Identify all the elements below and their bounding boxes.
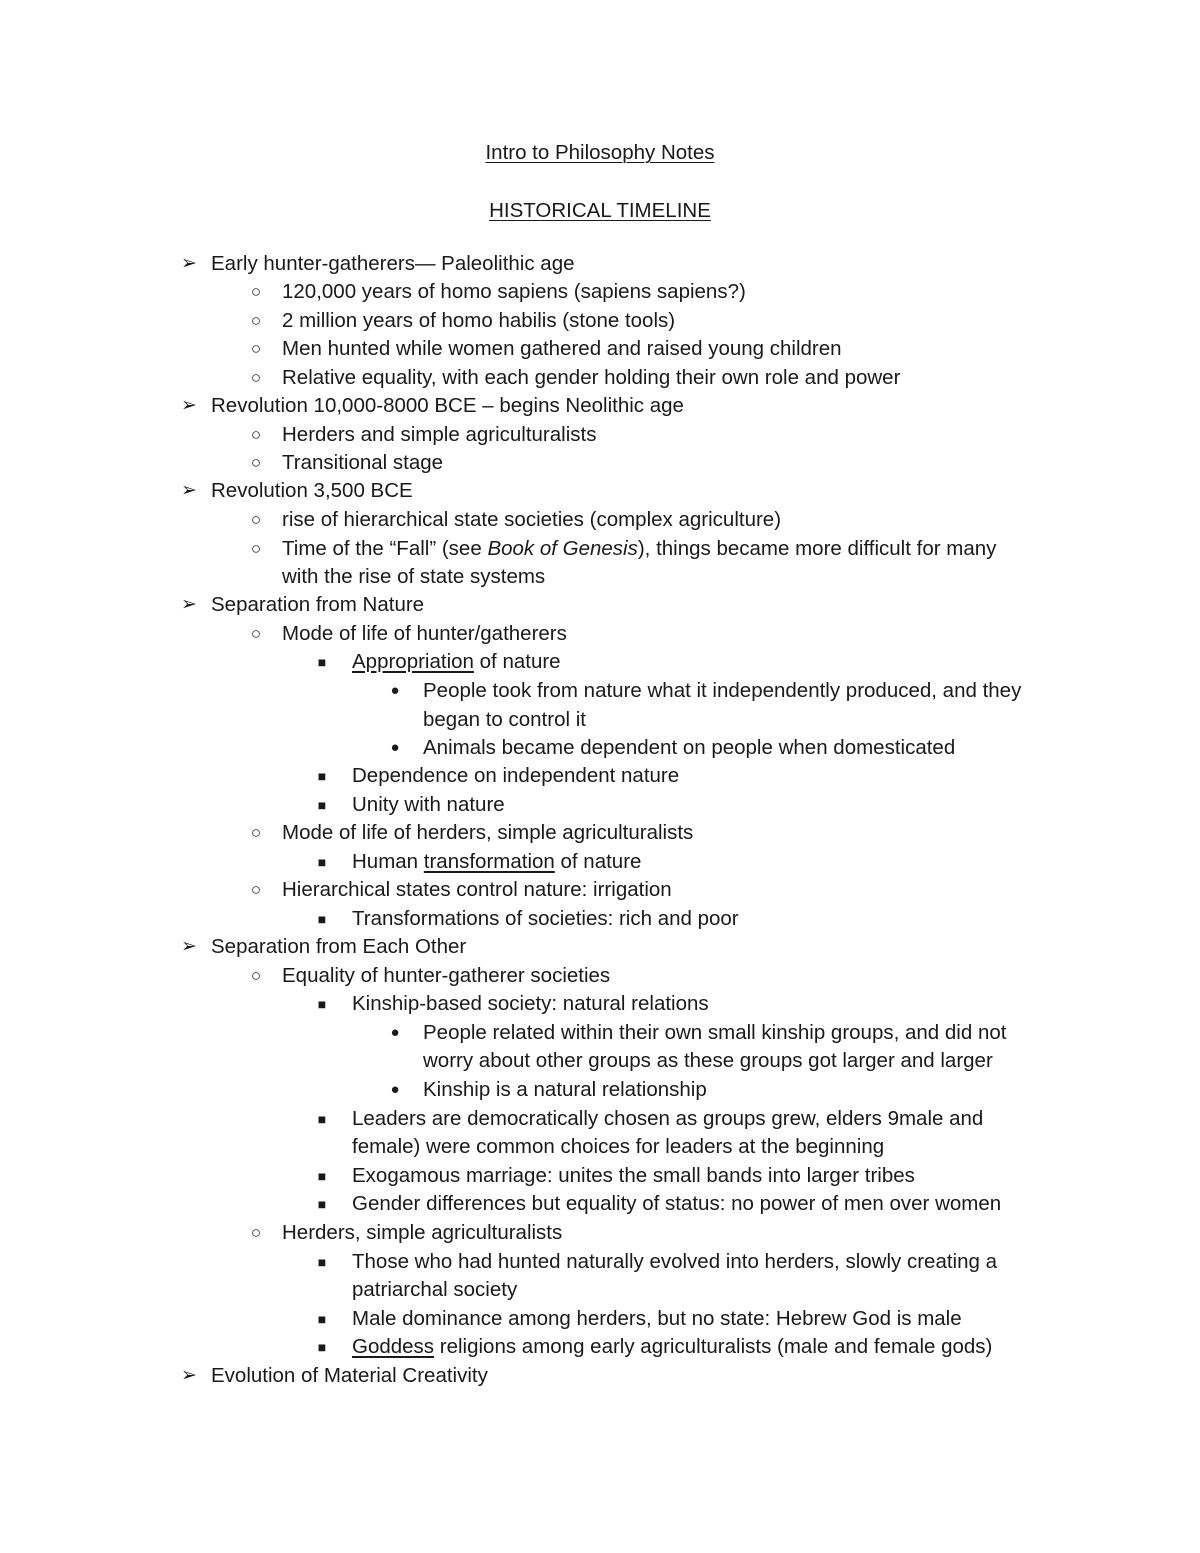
outline-item-level2: rise of hierarchical state societies (complex agriculture) xyxy=(282,508,782,531)
square-bullet-icon: ■ xyxy=(317,911,327,927)
outline-item-level2: Mode of life of herders, simple agriculturalists xyxy=(282,821,694,844)
text-segment: Human xyxy=(352,850,424,873)
outline-item-level3: Those who had hunted naturally evolved into herders, slowly creating a xyxy=(352,1250,997,1273)
arrow-bullet-icon: ➢ xyxy=(181,594,197,615)
square-bullet-icon: ■ xyxy=(317,768,327,784)
dot-bullet-icon: ● xyxy=(390,739,400,756)
outline-item-level2: Equality of hunter-gatherer societies xyxy=(282,964,611,987)
outline-item-level1: Evolution of Material Creativity xyxy=(211,1364,488,1387)
arrow-bullet-icon: ➢ xyxy=(181,480,197,501)
text-segment: ), things became more difficult for many xyxy=(637,537,997,560)
outline-item-level3 xyxy=(352,648,561,677)
circle-bullet-icon: ○ xyxy=(250,311,262,330)
outline-item-continuation: patriarchal society xyxy=(352,1278,518,1301)
circle-bullet-icon: ○ xyxy=(250,966,262,985)
outline-item-level3: Dependence on independent nature xyxy=(352,764,680,787)
arrow-bullet-icon: ➢ xyxy=(181,395,197,416)
outline-item-continuation: began to control it xyxy=(423,708,586,731)
circle-bullet-icon: ○ xyxy=(250,425,262,444)
outline-item-level3 xyxy=(352,1333,992,1362)
circle-bullet-icon: ○ xyxy=(250,339,262,358)
circle-bullet-icon: ○ xyxy=(250,880,262,899)
underlined-term: transformation xyxy=(423,850,555,873)
book-title: Book of Genesis xyxy=(487,537,638,560)
outline-item-continuation: female) were common choices for leaders at the beginning xyxy=(352,1135,885,1158)
square-bullet-icon: ■ xyxy=(317,654,327,670)
circle-bullet-icon: ○ xyxy=(250,368,262,387)
outline-item-level2: 2 million years of homo habilis (stone tools) xyxy=(282,309,676,332)
circle-bullet-icon: ○ xyxy=(250,823,262,842)
square-bullet-icon: ■ xyxy=(317,996,327,1012)
circle-bullet-icon: ○ xyxy=(250,282,262,301)
square-bullet-icon: ■ xyxy=(317,1339,327,1355)
arrow-bullet-icon: ➢ xyxy=(181,253,197,274)
square-bullet-icon: ■ xyxy=(317,1254,327,1270)
outline-item-level4: Kinship is a natural relationship xyxy=(423,1078,707,1101)
outline-item-continuation: with the rise of state systems xyxy=(282,565,546,588)
outline-item-level2: 120,000 years of homo sapiens (sapiens sapiens?) xyxy=(282,280,746,303)
outline-item-level2: Transitional stage xyxy=(282,451,444,474)
text-segment: of nature xyxy=(554,850,642,873)
square-bullet-icon: ■ xyxy=(317,854,327,870)
arrow-bullet-icon: ➢ xyxy=(181,936,197,957)
square-bullet-icon: ■ xyxy=(317,1168,327,1184)
square-bullet-icon: ■ xyxy=(317,1311,327,1327)
outline-item-level2: Hierarchical states control nature: irrigation xyxy=(282,878,672,901)
outline-item-level3: Gender differences but equality of status: no power of men over women xyxy=(352,1192,1002,1215)
outline-item-level3: Unity with nature xyxy=(352,793,505,816)
outline-item-level2: Relative equality, with each gender holding their own role and power xyxy=(282,366,901,389)
underlined-term: Goddess xyxy=(352,1335,435,1358)
outline-item-level3: Leaders are democratically chosen as groups grew, elders 9male and xyxy=(352,1107,984,1130)
circle-bullet-icon: ○ xyxy=(250,453,262,472)
outline-item-level1: Early hunter-gatherers— Paleolithic age xyxy=(211,252,575,275)
outline-item-level2 xyxy=(282,535,996,564)
circle-bullet-icon: ○ xyxy=(250,624,262,643)
outline-item-continuation: worry about other groups as these groups got larger and larger xyxy=(423,1049,993,1072)
section-heading: HISTORICAL TIMELINE xyxy=(489,199,711,222)
dot-bullet-icon: ● xyxy=(390,1081,400,1098)
square-bullet-icon: ■ xyxy=(317,1196,327,1212)
outline-item-level2: Mode of life of hunter/gatherers xyxy=(282,622,567,645)
outline-item-level4: Animals became dependent on people when domesticated xyxy=(423,736,956,759)
arrow-bullet-icon: ➢ xyxy=(181,1365,197,1386)
dot-bullet-icon: ● xyxy=(390,1024,400,1041)
document-title: Intro to Philosophy Notes xyxy=(485,141,715,164)
text-segment: religions among early agriculturalists (male and female gods) xyxy=(434,1335,993,1358)
circle-bullet-icon: ○ xyxy=(250,539,262,558)
outline-item-level3: Male dominance among herders, but no state: Hebrew God is male xyxy=(352,1307,962,1330)
circle-bullet-icon: ○ xyxy=(250,510,262,529)
outline-item-level1: Revolution 10,000-8000 BCE – begins Neolithic age xyxy=(211,394,684,417)
outline-item-level4: People took from nature what it independently produced, and they xyxy=(423,679,1022,702)
square-bullet-icon: ■ xyxy=(317,797,327,813)
outline-item-level1: Separation from Each Other xyxy=(211,935,467,958)
outline-item-level1: Revolution 3,500 BCE xyxy=(211,479,413,502)
circle-bullet-icon: ○ xyxy=(250,1223,262,1242)
outline-item-level1: Separation from Nature xyxy=(211,593,425,616)
dot-bullet-icon: ● xyxy=(390,682,400,699)
square-bullet-icon: ■ xyxy=(317,1111,327,1127)
outline-item-level3: Exogamous marriage: unites the small bands into larger tribes xyxy=(352,1164,915,1187)
outline-item-level2: Herders, simple agriculturalists xyxy=(282,1221,563,1244)
text-segment: Time of the “Fall” (see xyxy=(282,537,488,560)
outline-item-level3: Kinship-based society: natural relations xyxy=(352,992,709,1015)
outline-item-level2: Men hunted while women gathered and raised young children xyxy=(282,337,842,360)
text-segment: of nature xyxy=(473,650,561,673)
outline-item-level3: Transformations of societies: rich and poor xyxy=(352,907,739,930)
outline-item-level3 xyxy=(352,848,641,877)
underlined-term: Appropriation xyxy=(352,650,474,673)
outline-item-level4: People related within their own small kinship groups, and did not xyxy=(423,1021,1007,1044)
outline-item-level2: Herders and simple agriculturalists xyxy=(282,423,597,446)
